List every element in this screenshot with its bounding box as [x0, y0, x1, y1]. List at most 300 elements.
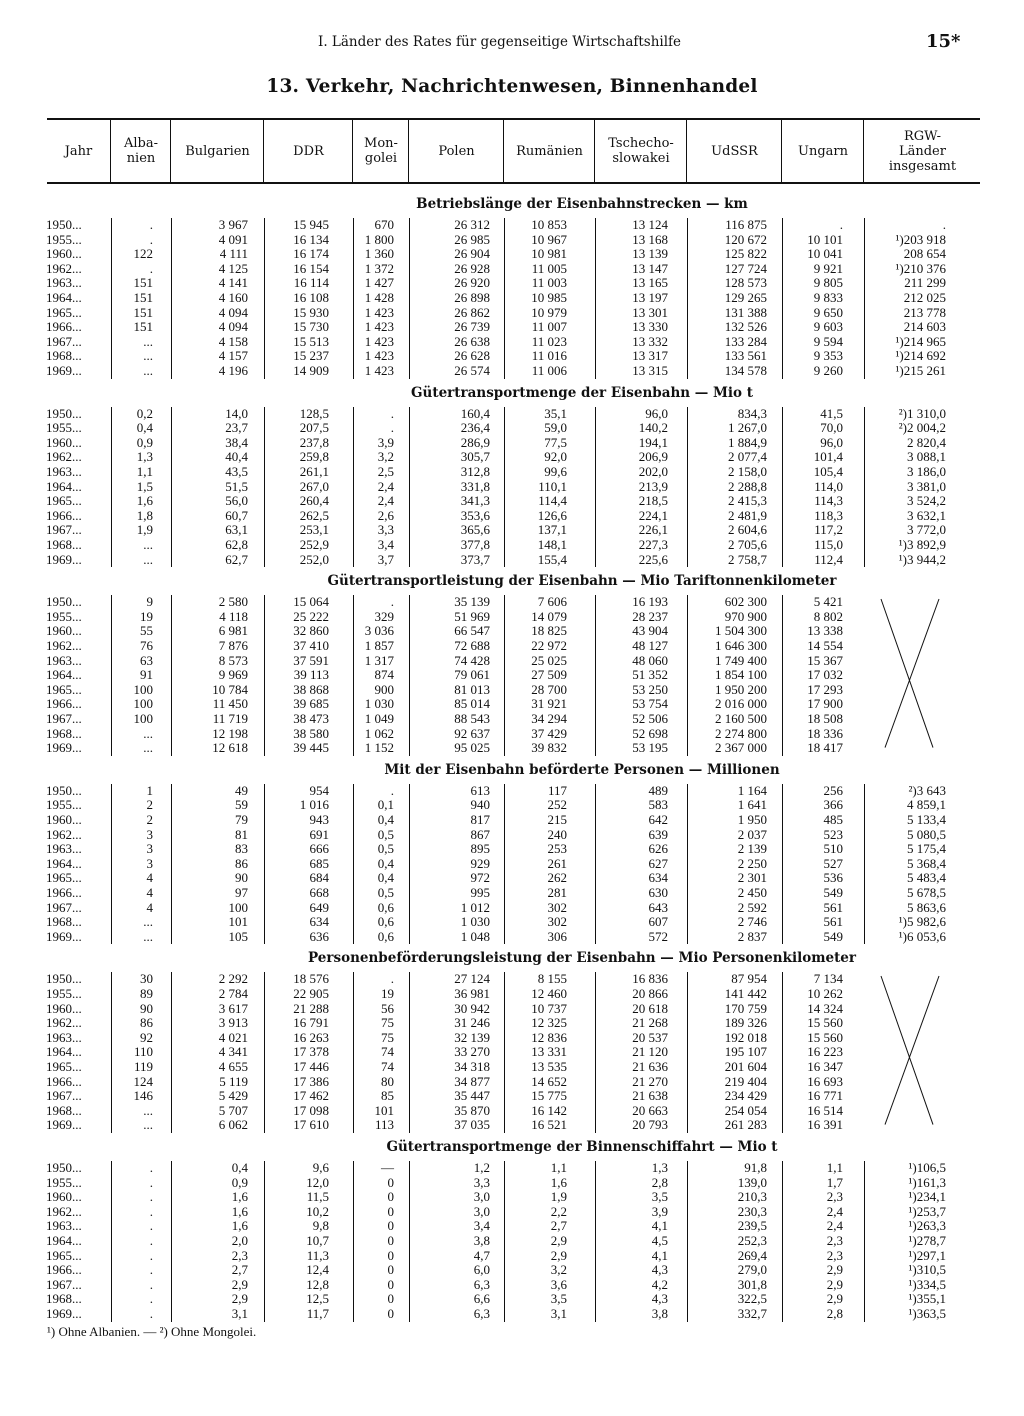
table-row — [0, 813, 1024, 828]
cell-albanien: . — [149, 1262, 153, 1278]
table-row — [0, 712, 1024, 727]
cell-polen: 867 — [470, 826, 490, 842]
cell-bulgarien: 79 — [235, 811, 248, 827]
cell-albanien: ... — [143, 740, 153, 756]
cell-rgw: 213 778 — [903, 304, 946, 320]
cell-ungarn: 9 260 — [813, 362, 843, 378]
cell-mongolei: 3,7 — [377, 551, 394, 567]
cell-rgw: 3 186,0 — [907, 463, 946, 479]
table-row — [0, 1263, 1024, 1278]
cell-ungarn: 9 594 — [813, 333, 843, 349]
col-header-bulgarien — [170, 120, 264, 182]
cell-ungarn: 485 — [823, 811, 843, 827]
cell-tschechoslowakei: 227,3 — [638, 536, 668, 552]
cell-albanien: 3 — [146, 855, 153, 871]
table-row — [0, 842, 1024, 857]
cell-jahr: 1966... — [46, 507, 82, 523]
section-title: Gütertransportmenge der Eisenbahn — Mio t — [411, 384, 753, 401]
table-section — [0, 1133, 1024, 1322]
cell-mongolei: 113 — [374, 1117, 394, 1133]
col-header-line: DDR — [293, 143, 324, 159]
cell-albanien: 119 — [133, 1058, 153, 1074]
cell-udssr: 133 284 — [724, 333, 767, 349]
cell-bulgarien: 3,1 — [231, 1305, 248, 1321]
table-row — [0, 987, 1024, 1002]
cell-ddr: 261,1 — [299, 463, 329, 479]
cell-tschechoslowakei: 13 165 — [632, 275, 668, 291]
cell-polen: 341,3 — [460, 493, 490, 509]
cell-bulgarien: 2 784 — [218, 985, 248, 1001]
cell-bulgarien: 9 969 — [218, 667, 248, 683]
cell-udssr: 1 267,0 — [728, 420, 767, 436]
table-row — [0, 1016, 1024, 1031]
cell-polen: 34 877 — [454, 1073, 490, 1089]
cell-rumaenien: 306 — [547, 928, 567, 944]
col-header-line: insgesamt — [888, 158, 957, 174]
cell-rumaenien: 11 005 — [531, 260, 567, 276]
cell-udssr: 201 604 — [724, 1058, 767, 1074]
cell-jahr: 1962... — [46, 1203, 82, 1219]
cell-tschechoslowakei: 489 — [648, 782, 668, 798]
table-row — [0, 972, 1024, 987]
cell-rgw: ¹)210 376 — [895, 260, 946, 276]
table-row — [0, 320, 1024, 335]
cell-polen: 236,4 — [460, 420, 490, 436]
cell-mongolei: 1 372 — [364, 260, 394, 276]
cell-bulgarien: 2 292 — [218, 971, 248, 987]
table-row — [0, 741, 1024, 756]
cell-polen: 35 870 — [454, 1102, 490, 1118]
cell-ddr: 252,9 — [299, 536, 329, 552]
cell-bulgarien: 4 341 — [218, 1044, 248, 1060]
cell-polen: 26 985 — [454, 231, 490, 247]
cell-ddr: 17 462 — [293, 1088, 329, 1104]
table-row — [0, 1161, 1024, 1176]
cell-ddr: 38 580 — [293, 725, 329, 741]
cell-udssr: 234 429 — [724, 1088, 767, 1104]
cell-albanien: . — [149, 260, 153, 276]
cell-rumaenien: 7 606 — [537, 594, 567, 610]
cell-jahr: 1968... — [46, 1291, 82, 1307]
cell-udssr: 87 954 — [731, 971, 767, 987]
table-row — [0, 727, 1024, 742]
table-row — [0, 407, 1024, 422]
cell-tschechoslowakei: 4,3 — [651, 1262, 668, 1278]
cell-albanien: 2 — [146, 797, 153, 813]
cell-bulgarien: 100 — [228, 899, 248, 915]
cell-rumaenien: 27 509 — [531, 667, 567, 683]
cell-ungarn: 561 — [823, 914, 843, 930]
cell-jahr: 1966... — [46, 319, 82, 335]
cell-jahr: 1962... — [46, 260, 82, 276]
cell-ddr: 12,8 — [306, 1276, 329, 1292]
cell-rgw: 3 772,0 — [907, 522, 946, 538]
cell-ungarn: 5 421 — [813, 594, 843, 610]
cell-polen: 26 862 — [454, 304, 490, 320]
cell-bulgarien: 97 — [235, 884, 248, 900]
table-title: 13. Verkehr, Nachrichtenwesen, Binnenhandel — [266, 76, 758, 97]
cell-albanien: 146 — [133, 1088, 153, 1104]
cell-albanien: 30 — [140, 971, 153, 987]
cell-ddr: 9,8 — [312, 1218, 329, 1234]
cell-mongolei: 3,3 — [377, 522, 394, 538]
cell-mongolei: 74 — [381, 1044, 394, 1060]
cell-bulgarien: 4 091 — [218, 231, 248, 247]
cell-rumaenien: 8 155 — [537, 971, 567, 987]
cell-tschechoslowakei: 20 537 — [632, 1029, 668, 1045]
section-rows — [0, 595, 1024, 756]
cell-ungarn: 10 262 — [807, 985, 843, 1001]
col-header-polen — [408, 120, 504, 182]
cell-ungarn: 9 650 — [813, 304, 843, 320]
cell-udssr: 1 641 — [737, 797, 767, 813]
cell-rgw: ¹)6 053,6 — [898, 928, 946, 944]
cell-tschechoslowakei: 48 127 — [632, 637, 668, 653]
table-row — [0, 509, 1024, 524]
cell-albanien: ... — [143, 725, 153, 741]
cell-albanien: . — [149, 1189, 153, 1205]
cell-rumaenien: 77,5 — [544, 434, 567, 450]
cell-rgw: 214 603 — [903, 319, 946, 335]
cell-albanien: 1,9 — [136, 522, 153, 538]
cell-bulgarien: 0,4 — [231, 1159, 248, 1175]
cell-tschechoslowakei: 52 506 — [632, 710, 668, 726]
cell-udssr: 134 578 — [724, 362, 767, 378]
cell-tschechoslowakei: 13 315 — [632, 362, 668, 378]
cell-albanien: 0,2 — [136, 405, 153, 421]
cell-udssr: 116 875 — [725, 217, 767, 232]
cell-ddr: 10,2 — [306, 1203, 329, 1219]
cell-tschechoslowakei: 1,3 — [651, 1159, 668, 1175]
cell-rgw: ¹)5 982,6 — [898, 914, 946, 930]
cell-albanien: ... — [143, 348, 153, 364]
col-header-line: Ungarn — [798, 143, 848, 159]
cell-rumaenien: 2,9 — [550, 1232, 567, 1248]
col-header-line: Länder — [898, 143, 946, 159]
cell-ungarn: 15 367 — [807, 652, 843, 668]
cell-rgw: ¹)278,7 — [908, 1232, 946, 1248]
cell-ddr: 39 445 — [293, 740, 329, 756]
table-row — [0, 1002, 1024, 1017]
cell-polen: 35 139 — [454, 594, 490, 610]
cell-ddr: 11,7 — [306, 1305, 329, 1321]
col-header-line: UdSSR — [711, 143, 758, 159]
cell-udssr: 2 415,3 — [728, 493, 767, 509]
cell-rgw: 5 175,4 — [907, 841, 946, 857]
cell-polen: 35 447 — [454, 1088, 490, 1104]
cell-polen: 817 — [470, 811, 490, 827]
cell-polen: 995 — [470, 884, 490, 900]
cell-ungarn: 16 693 — [807, 1073, 843, 1089]
table-row — [0, 247, 1024, 262]
cell-rumaenien: 10 737 — [531, 1000, 567, 1016]
cell-tschechoslowakei: 642 — [648, 811, 668, 827]
cell-albanien: . — [149, 1203, 153, 1219]
cell-bulgarien: 6 062 — [218, 1117, 248, 1133]
col-header-line: slowakei — [612, 151, 670, 166]
cell-mongolei: 0 — [387, 1232, 394, 1248]
cell-rumaenien: 14 079 — [531, 608, 567, 624]
cell-polen: 85 014 — [454, 696, 490, 712]
cell-rgw: 3 524,2 — [907, 493, 946, 509]
section-rows — [0, 784, 1024, 945]
cell-polen: 353,6 — [460, 507, 490, 523]
cell-bulgarien: 6 981 — [218, 623, 248, 639]
cell-ungarn: 118,3 — [814, 507, 843, 523]
cell-jahr: 1950... — [46, 971, 82, 987]
col-header-mongolei — [352, 120, 409, 182]
cell-bulgarien: 81 — [235, 826, 248, 842]
cell-albanien: 19 — [140, 608, 153, 624]
cell-udssr: 230,3 — [737, 1203, 767, 1219]
col-header-ungarn — [781, 120, 864, 182]
cell-rgw: 2 820,4 — [907, 434, 946, 450]
table-row — [0, 538, 1024, 553]
cell-albanien: . — [149, 1218, 153, 1234]
cell-polen: 72 688 — [454, 637, 490, 653]
cell-ungarn: 2,3 — [826, 1232, 843, 1248]
cell-ungarn: 16 771 — [807, 1088, 843, 1104]
cell-albanien: 4 — [146, 870, 153, 886]
table-row — [0, 930, 1024, 945]
cell-ddr: 237,8 — [299, 434, 329, 450]
cell-tschechoslowakei: 16 193 — [632, 594, 668, 610]
cell-rumaenien: 253 — [547, 841, 567, 857]
cell-bulgarien: 2,9 — [231, 1291, 248, 1307]
cell-bulgarien: 4 158 — [218, 333, 248, 349]
cell-mongolei: 0,4 — [377, 870, 394, 886]
cell-bulgarien: 51,5 — [225, 478, 248, 494]
cell-ddr: 38 473 — [293, 710, 329, 726]
cell-tschechoslowakei: 13 168 — [632, 231, 668, 247]
cell-jahr: 1968... — [46, 348, 82, 364]
cell-ungarn: 117,2 — [814, 522, 843, 538]
cell-albanien: 151 — [133, 304, 153, 320]
cell-bulgarien: 11 450 — [212, 696, 248, 712]
cell-rgw: 5 483,4 — [907, 870, 946, 886]
cell-rgw: 5 863,6 — [907, 899, 946, 915]
running-header — [0, 31, 1024, 54]
cell-rumaenien: 117 — [547, 782, 567, 798]
col-header-jahr — [47, 120, 110, 182]
cell-ddr: 16 114 — [293, 275, 329, 291]
cell-albanien: 110 — [133, 1044, 153, 1060]
cell-rgw: 5 678,5 — [907, 884, 946, 900]
cell-rgw: ¹)234,1 — [908, 1189, 946, 1205]
cell-rumaenien: 11 016 — [531, 348, 567, 364]
cell-rumaenien: 11 007 — [531, 319, 567, 335]
cell-albanien: 0,9 — [136, 434, 153, 450]
cell-bulgarien: 4 094 — [218, 319, 248, 335]
cell-albanien: . — [149, 1305, 153, 1321]
cell-rgw: 5 368,4 — [907, 855, 946, 871]
cell-udssr: 269,4 — [737, 1247, 767, 1263]
cell-ddr: 12,4 — [306, 1262, 329, 1278]
table-row — [0, 421, 1024, 436]
cell-ddr: 38 868 — [293, 681, 329, 697]
cell-ungarn: 9 603 — [813, 319, 843, 335]
cell-polen: 26 312 — [454, 217, 490, 232]
cell-udssr: 125 822 — [724, 246, 767, 262]
cell-rumaenien: 2,7 — [550, 1218, 567, 1234]
cell-jahr: 1968... — [46, 1102, 82, 1118]
cell-polen: 160,4 — [460, 405, 490, 421]
cell-jahr: 1950... — [46, 1159, 82, 1175]
cell-ungarn: 549 — [823, 884, 843, 900]
cell-mongolei: 1 360 — [364, 246, 394, 262]
cell-tschechoslowakei: 634 — [648, 870, 668, 886]
table-row — [0, 1234, 1024, 1249]
cell-udssr: 254 054 — [724, 1102, 767, 1118]
table-row — [0, 218, 1024, 233]
cell-ddr: 1 016 — [299, 797, 329, 813]
cell-rumaenien: 114,4 — [538, 493, 567, 509]
cell-udssr: 2 250 — [737, 855, 767, 871]
cell-bulgarien: 3 617 — [218, 1000, 248, 1016]
cell-polen: 81 013 — [454, 681, 490, 697]
cell-ungarn: 9 353 — [813, 348, 843, 364]
cell-mongolei: 0,1 — [377, 797, 394, 813]
table-row — [0, 1278, 1024, 1293]
cell-polen: 6,3 — [473, 1276, 490, 1292]
cell-rumaenien: 11 023 — [531, 333, 567, 349]
cell-rgw: ¹)253,7 — [908, 1203, 946, 1219]
cell-rumaenien: 15 775 — [531, 1088, 567, 1104]
cell-ungarn: 17 032 — [807, 667, 843, 683]
cell-ddr: 22 905 — [293, 985, 329, 1001]
cell-bulgarien: 2,3 — [231, 1247, 248, 1263]
cell-udssr: 1 950 200 — [715, 681, 767, 697]
cell-tschechoslowakei: 206,9 — [638, 449, 668, 465]
cell-ddr: 666 — [309, 841, 329, 857]
cell-udssr: 332,7 — [737, 1305, 767, 1321]
cell-ungarn: 2,4 — [826, 1203, 843, 1219]
cell-udssr: 2 139 — [737, 841, 767, 857]
table-row — [0, 1205, 1024, 1220]
cell-mongolei: 0,5 — [377, 841, 394, 857]
col-header-rgw — [863, 120, 981, 182]
cell-albanien: 122 — [133, 246, 153, 262]
section-title: Gütertransportmenge der Binnenschiffahrt — Mio t — [386, 1138, 778, 1155]
cell-tschechoslowakei: 20 793 — [632, 1117, 668, 1133]
cell-tschechoslowakei: 20 866 — [632, 985, 668, 1001]
table-row — [0, 1075, 1024, 1090]
cell-tschechoslowakei: 4,2 — [651, 1276, 668, 1292]
cell-udssr: 252,3 — [737, 1232, 767, 1248]
cell-ungarn: 18 417 — [807, 740, 843, 756]
cell-ungarn: 9 805 — [813, 275, 843, 291]
cell-rumaenien: 252 — [547, 797, 567, 813]
table-row — [0, 276, 1024, 291]
cell-rumaenien: 12 836 — [531, 1029, 567, 1045]
cell-mongolei: 19 — [381, 985, 394, 1001]
cell-rgw: ¹)3 892,9 — [898, 536, 946, 552]
cell-rumaenien: 13 331 — [531, 1044, 567, 1060]
cell-tschechoslowakei: 4,1 — [651, 1218, 668, 1234]
cell-polen: 1 048 — [460, 928, 490, 944]
cell-rgw: 3 632,1 — [907, 507, 946, 523]
cell-bulgarien: 4 157 — [218, 348, 248, 364]
cell-rumaenien: 240 — [547, 826, 567, 842]
cell-jahr: 1962... — [46, 826, 82, 842]
cell-ddr: 12,5 — [306, 1291, 329, 1307]
cell-ungarn: 7 134 — [813, 971, 843, 987]
cell-jahr: 1960... — [46, 1189, 82, 1205]
cell-jahr: 1960... — [46, 434, 82, 450]
col-header-line: RGW- — [904, 128, 941, 144]
cell-polen: 31 246 — [454, 1015, 490, 1031]
cell-polen: 6,3 — [473, 1305, 490, 1321]
cell-udssr: 120 672 — [724, 231, 767, 247]
col-header-albanien — [110, 120, 171, 182]
cell-udssr: 1 749 400 — [715, 652, 767, 668]
cell-udssr: 2 481,9 — [728, 507, 767, 523]
cell-jahr: 1969... — [46, 362, 82, 378]
cell-rumaenien: 10 853 — [531, 217, 567, 232]
cell-rumaenien: 3,5 — [550, 1291, 567, 1307]
cell-rgw: ¹)106,5 — [908, 1159, 946, 1175]
cell-polen: 312,8 — [460, 463, 490, 479]
cell-albanien: ... — [143, 551, 153, 567]
cell-albanien: 100 — [133, 696, 153, 712]
cell-mongolei: 0 — [387, 1291, 394, 1307]
cell-polen: 3,0 — [473, 1189, 490, 1205]
cell-albanien: 3 — [146, 826, 153, 842]
col-header-ddr — [263, 120, 353, 182]
cell-jahr: 1967... — [46, 333, 82, 349]
cell-mongolei: 1 423 — [364, 348, 394, 364]
cell-udssr: 1 164 — [737, 782, 767, 798]
cell-tschechoslowakei: 51 352 — [632, 667, 668, 683]
cell-jahr: 1964... — [46, 1044, 82, 1060]
cell-tschechoslowakei: 53 754 — [632, 696, 668, 712]
table-row — [0, 871, 1024, 886]
cell-udssr: 131 388 — [724, 304, 767, 320]
col-header-line: Mon- — [364, 136, 398, 151]
cell-mongolei: 1 857 — [364, 637, 394, 653]
cell-albanien: 2 — [146, 811, 153, 827]
cell-udssr: 170 759 — [724, 1000, 767, 1016]
cell-udssr: 239,5 — [737, 1218, 767, 1234]
cell-ddr: 16 263 — [293, 1029, 329, 1045]
cell-ddr: 15 730 — [293, 319, 329, 335]
cell-albanien: 1,3 — [136, 449, 153, 465]
cell-udssr: 127 724 — [724, 260, 767, 276]
cell-ddr: 15 930 — [293, 304, 329, 320]
cell-albanien: 86 — [140, 1015, 153, 1031]
cell-jahr: 1968... — [46, 725, 82, 741]
cell-udssr: 1 950 — [737, 811, 767, 827]
cell-albanien: . — [149, 1291, 153, 1307]
cell-mongolei: 0 — [387, 1189, 394, 1205]
cell-jahr: 1964... — [46, 667, 82, 683]
cell-polen: 3,0 — [473, 1203, 490, 1219]
cell-bulgarien: 5 429 — [218, 1088, 248, 1104]
cell-jahr: 1955... — [46, 608, 82, 624]
cell-ddr: 668 — [309, 884, 329, 900]
cell-bulgarien: 8 573 — [218, 652, 248, 668]
cell-polen: 30 942 — [454, 1000, 490, 1016]
section-rows — [0, 1161, 1024, 1322]
cell-jahr: 1965... — [46, 681, 82, 697]
cell-udssr: 192 018 — [724, 1029, 767, 1045]
cell-jahr: 1965... — [46, 1247, 82, 1263]
cell-albanien: . — [149, 1159, 153, 1175]
col-header-rumaenien — [503, 120, 595, 182]
cell-jahr: 1960... — [46, 246, 82, 262]
cell-albanien: 3 — [146, 841, 153, 857]
cell-rgw: ²)3 643 — [908, 782, 946, 798]
